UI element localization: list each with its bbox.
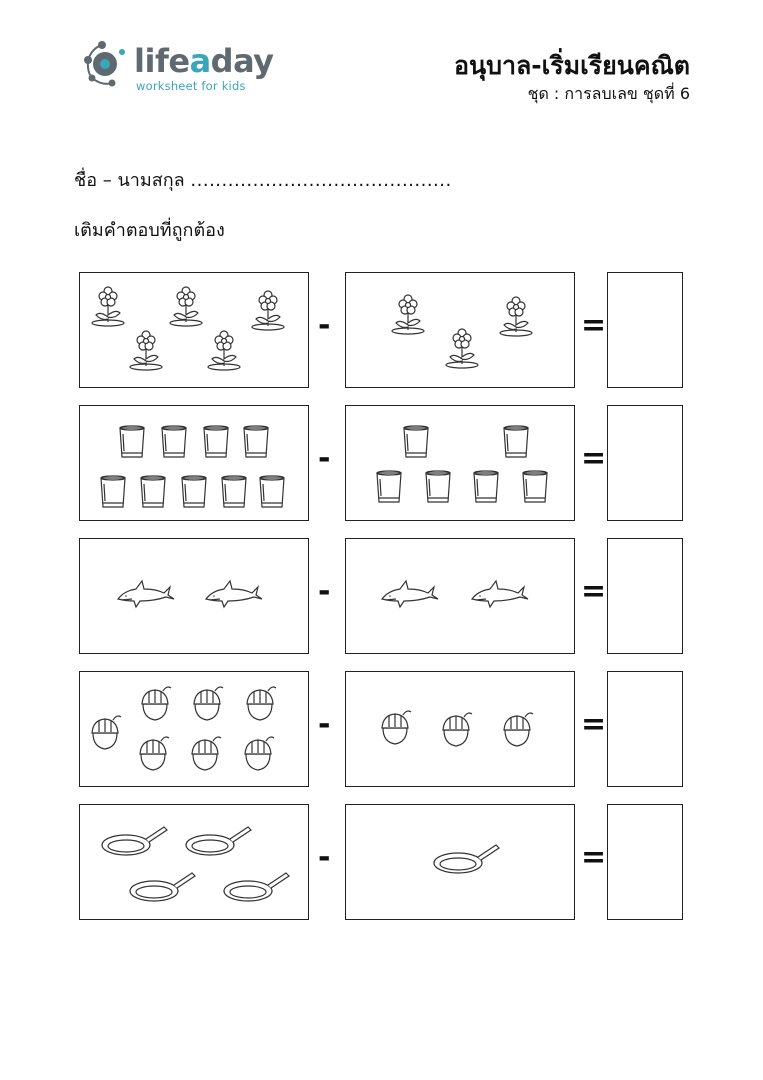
worksheet-subtitle: ชุด : การลบเลข ชุดที่ 6 (527, 84, 690, 103)
flower-icon (130, 331, 162, 370)
frying-pan-icon (434, 845, 499, 873)
frying-pan-icon (102, 827, 167, 855)
flower-icon (500, 297, 532, 336)
flower-group-right (346, 273, 574, 387)
equals-sign: = (581, 574, 607, 609)
problem-row (79, 538, 683, 654)
frying-pan-icon (186, 827, 251, 855)
equals-sign: = (581, 707, 607, 742)
answer-box[interactable] (607, 272, 683, 388)
problem-row (79, 804, 683, 920)
acorn-icon (192, 737, 221, 770)
name-blank[interactable]: .......................................... (190, 170, 452, 191)
flower-icon (446, 329, 478, 368)
logo-wordmark: lifeaday (134, 42, 274, 80)
acorn-icon (382, 711, 411, 744)
problem-row (79, 671, 683, 787)
acorn-group-left (80, 672, 308, 786)
glass-icon (260, 476, 284, 507)
minus-sign: - (318, 308, 331, 343)
acorn-icon (142, 687, 171, 720)
right-picture-box (345, 405, 575, 521)
answer-box[interactable] (607, 405, 683, 521)
left-picture-box (79, 671, 309, 787)
left-picture-box (79, 538, 309, 654)
glass-group-right (346, 406, 574, 520)
left-picture-box (79, 804, 309, 920)
acorn-icon (92, 716, 121, 749)
minus-sign: - (318, 840, 331, 875)
glass-icon (504, 426, 528, 457)
glass-icon (182, 476, 206, 507)
acorn-icon (443, 713, 472, 746)
equals-sign: = (581, 308, 607, 343)
glass-icon (426, 471, 450, 502)
minus-sign: - (318, 707, 331, 742)
pan-group-right (346, 805, 574, 919)
logo-mark-icon (82, 38, 134, 90)
acorn-group-right (346, 672, 574, 786)
right-picture-box (345, 804, 575, 920)
right-picture-box (345, 272, 575, 388)
minus-sign: - (318, 441, 331, 476)
dolphin-group-right (346, 539, 574, 653)
glass-icon (162, 426, 186, 457)
minus-sign: - (318, 574, 331, 609)
worksheet-title: อนุบาล-เริ่มเรียนคณิต (453, 51, 690, 80)
glass-icon (377, 471, 401, 502)
dolphin-icon (206, 581, 262, 607)
equals-sign: = (581, 441, 607, 476)
glass-icon (404, 426, 428, 457)
flower-icon (92, 287, 124, 326)
pan-group-left (80, 805, 308, 919)
glass-icon (222, 476, 246, 507)
glass-icon (204, 426, 228, 457)
flower-icon (392, 295, 424, 334)
problem-row (79, 272, 683, 388)
acorn-icon (194, 687, 223, 720)
instruction-text: เติมคำตอบที่ถูกต้อง (74, 220, 225, 241)
right-picture-box (345, 538, 575, 654)
glass-icon (244, 426, 268, 457)
glass-icon (474, 471, 498, 502)
dolphin-icon (118, 581, 174, 607)
dolphin-group-left (80, 539, 308, 653)
frying-pan-icon (130, 873, 195, 901)
glass-icon (120, 426, 144, 457)
name-label: ชื่อ – นามสกุล (74, 170, 185, 191)
name-field[interactable] (74, 165, 452, 194)
flower-icon (170, 287, 202, 326)
equals-sign: = (581, 840, 607, 875)
flower-group-left (80, 273, 308, 387)
dolphin-icon (472, 581, 528, 607)
flower-icon (252, 291, 284, 330)
problem-row (79, 405, 683, 521)
right-picture-box (345, 671, 575, 787)
glass-icon (523, 471, 547, 502)
acorn-icon (245, 737, 274, 770)
logo (82, 38, 282, 98)
acorn-icon (140, 737, 169, 770)
left-picture-box (79, 405, 309, 521)
glass-group-left (80, 406, 308, 520)
answer-box[interactable] (607, 804, 683, 920)
glass-icon (101, 476, 125, 507)
frying-pan-icon (224, 873, 289, 901)
acorn-icon (504, 713, 533, 746)
flower-icon (208, 331, 240, 370)
logo-tagline: worksheet for kids (136, 79, 246, 93)
dolphin-icon (382, 581, 438, 607)
answer-box[interactable] (607, 538, 683, 654)
glass-icon (141, 476, 165, 507)
left-picture-box (79, 272, 309, 388)
acorn-icon (247, 687, 276, 720)
answer-box[interactable] (607, 671, 683, 787)
